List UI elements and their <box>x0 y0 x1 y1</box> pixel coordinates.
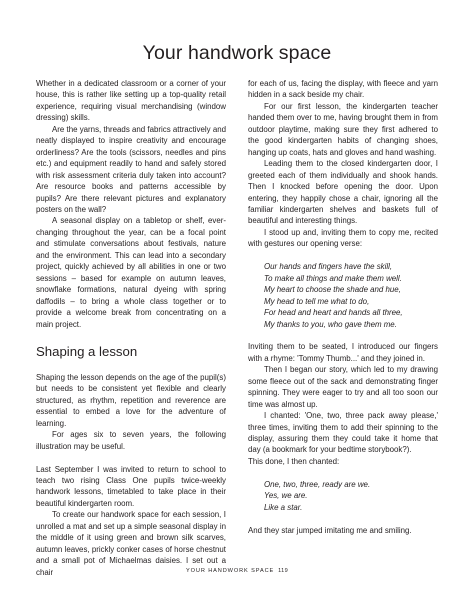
verse-line: Our hands and fingers have the skill, <box>264 262 393 272</box>
verse-line: To make all things and make them well. <box>264 273 402 283</box>
paragraph: For ages six to seven years, the following illustration may be useful. <box>36 430 226 451</box>
verse-line: One, two, three, ready are we. <box>264 479 371 489</box>
paragraph: for each of us, facing the display, with fleece and yarn hidden in a sack beside my chair. <box>248 79 438 100</box>
paragraph: I chanted: 'One, two, three pack away please,' three times, inviting them to add their spinning to the display, assuring them they could take it home that day (a bookmark for your bedtime storybook?). <box>248 411 438 455</box>
paragraph: Leading them to the closed kindergarten door, I greeted each of them individually and shook hands. Then I knocked before opening the door. Upon entering, they happily chose a chair, ignoring all the familiar kindergarten shelves and baskets full of beautiful and interesting things. <box>248 159 438 226</box>
right-column <box>248 78 438 536</box>
verse-line: Yes, we are. <box>264 491 308 501</box>
closing-verse <box>264 479 438 513</box>
verse-line: For head and heart and hands all three, <box>264 308 403 318</box>
running-footer <box>0 567 474 575</box>
left-column <box>36 78 226 578</box>
paragraph: To create our handwork space for each session, I unrolled a mat and set up a simple seasonal display in the middle of it using green and brown silk scarves, autumn leaves, prickly conker cases of horse chestnut and a small pot of Michaelmas daisies. I set out a chair <box>36 510 226 577</box>
verse-line: Like a star. <box>264 502 303 512</box>
paragraph: I stood up and, inviting them to copy me, recited with gestures our opening verse: <box>248 227 438 249</box>
paragraph: For our first lesson, the kindergarten teacher handed them over to me, having brought them in from outdoor playtime, making sure they first adhered to the good kindergarten habits of changing shoes, hanging up coats, hats and gloves and hand washing. <box>248 101 438 157</box>
verse-line: My heart to choose the shade and hue, <box>264 285 401 295</box>
paragraph: Last September I was invited to return to school to teach two rising Class One pupils twice-weekly handwork lessons, timetabled to take place in their beautiful kindergarten room. <box>36 464 226 508</box>
footer-title: YOUR HANDWORK SPACE <box>186 568 275 574</box>
verse-line: My head to tell me what to do, <box>264 296 370 306</box>
paragraph: Shaping the lesson depends on the age of the pupil(s) but needs to be consistent yet flexible and clearly structured, as rhythm, repetition and reverence are essential to embed a love for the adventure of learning. <box>36 372 226 428</box>
paragraph: Are the yarns, threads and fabrics attractively and neatly displayed to inspire creativity and encourage orderliness? Are the tools (scissors, needles and pins etc.) and equipment readily to hand and safely stored with risk assessment criteria duly taken into account? Are resource books and patterns accessible by pupils? Are there relevant pictures and explanatory posters on the wall? <box>36 124 226 214</box>
paragraph: Whether in a dedicated classroom or a corner of your house, this is rather like setting up a top-quality retail experience, requiring visual merchandising (window dressing) skills. <box>36 79 226 123</box>
page-title: Your handwork space <box>142 42 332 64</box>
opening-verse <box>264 261 438 330</box>
paragraph: A seasonal display on a tabletop or shelf, ever-changing throughout the year, can be a focal point and stimulate conversations about festivals, nature and the environment. This can lead into a secondary project, quickly achieved by all abilities in one or two sessions – based for example on autumn leaves, snowflake formations, natural dyeing with spring daffodils – to bring a whole class together or to provide a welcome break from concentrating on a main project. <box>36 216 226 329</box>
paragraph: Then I began our story, which led to my drawing some fleece out of the sack and demonstrating finger spinning. They were eager to try and all too soon our time was almost up. <box>248 365 438 409</box>
paragraph: Inviting them to be seated, I introduced our fingers with a rhyme: 'Tommy Thumb...' and they joined in. <box>248 342 438 363</box>
verse-line: My thanks to you, who gave them me. <box>264 319 397 329</box>
page-number: 119 <box>278 568 288 574</box>
section-heading: Shaping a lesson <box>36 343 138 359</box>
paragraph: This done, I then chanted: <box>248 456 340 466</box>
paragraph: And they star jumped imitating me and smiling. <box>248 525 412 535</box>
